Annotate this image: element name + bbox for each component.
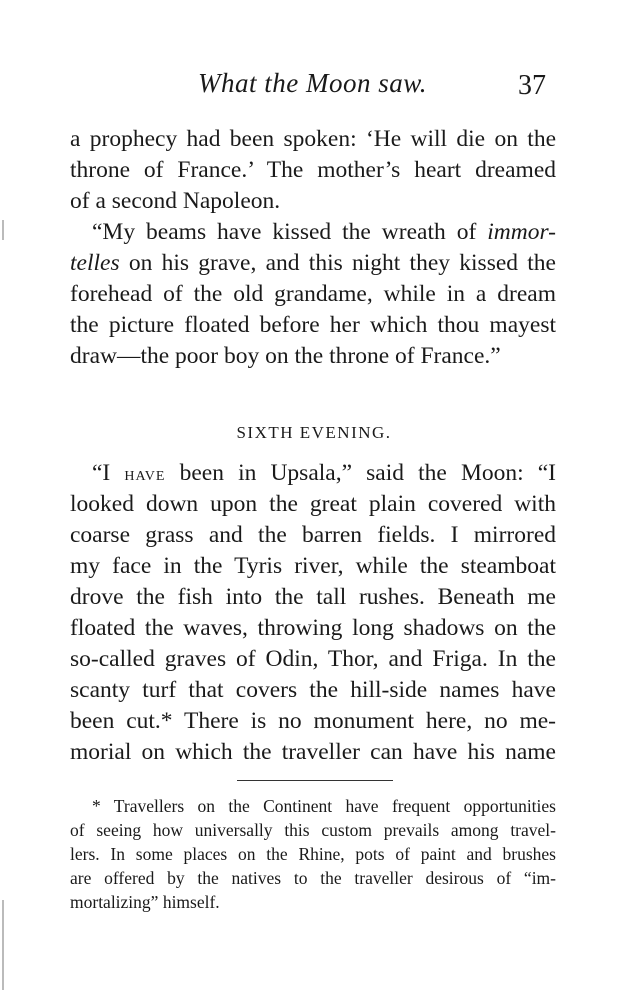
- running-head: [0, 68, 624, 108]
- text-segment: “I: [92, 460, 125, 486]
- scan-edge-mark: [2, 220, 4, 240]
- text-segment: “My beams have kissed the wreath of: [92, 219, 488, 245]
- footnote-rule: [237, 780, 393, 781]
- footnote-line: mortalizing” himself.: [70, 892, 220, 912]
- text-segment: on his grave, and this night they kissed the: [119, 250, 556, 276]
- italic-word: telles: [70, 250, 120, 276]
- text-line: throne of France.’ The mother’s heart dreamed: [70, 157, 556, 183]
- text-line: a prophecy had been spoken: ‘He will die on the: [70, 126, 556, 152]
- text-line: been cut.* There is no monument here, no me-: [70, 708, 556, 734]
- text-line: [92, 219, 556, 246]
- text-line: looked down upon the great plain covered with: [70, 491, 556, 517]
- text-line: coarse grass and the barren fields. I mirrored: [70, 522, 556, 548]
- text-segment: been in Upsala,” said the Moon: “I: [165, 460, 556, 486]
- small-caps-word: have: [124, 463, 166, 485]
- footnote-line: are offered by the natives to the traveller desirous of “im-: [70, 868, 556, 888]
- page-number: 37: [518, 70, 546, 101]
- text-line: so-called graves of Odin, Thor, and Friga. In the: [70, 646, 556, 672]
- running-title: What the Moon saw.: [198, 68, 427, 98]
- text-line: scanty turf that covers the hill-side names have: [70, 677, 556, 703]
- section-heading: SIXTH EVENING.: [236, 423, 392, 442]
- text-line: forehead of the old grandame, while in a dream: [70, 281, 556, 307]
- footnote-line: lers. In some places on the Rhine, pots of paint and brushes: [70, 844, 556, 864]
- text-line: floated the waves, throwing long shadows on the: [70, 615, 556, 641]
- text-line: drove the fish into the tall rushes. Beneath me: [70, 584, 556, 610]
- text-line: of a second Napoleon.: [70, 188, 281, 214]
- text-line: the picture floated before her which thou mayest: [70, 312, 556, 338]
- italic-word: immor-: [487, 219, 556, 245]
- text-line: [92, 460, 556, 487]
- text-line: my face in the Tyris river, while the steamboat: [70, 553, 556, 579]
- footnote-line: * Travellers on the Continent have frequent opportunities: [92, 796, 556, 816]
- scan-edge-mark: [2, 900, 4, 990]
- footnote-line: of seeing how universally this custom prevails among travel-: [70, 820, 556, 840]
- text-line: draw—the poor boy on the throne of France.”: [70, 343, 501, 369]
- text-line: [70, 250, 556, 277]
- text-line: morial on which the traveller can have his name: [70, 739, 556, 765]
